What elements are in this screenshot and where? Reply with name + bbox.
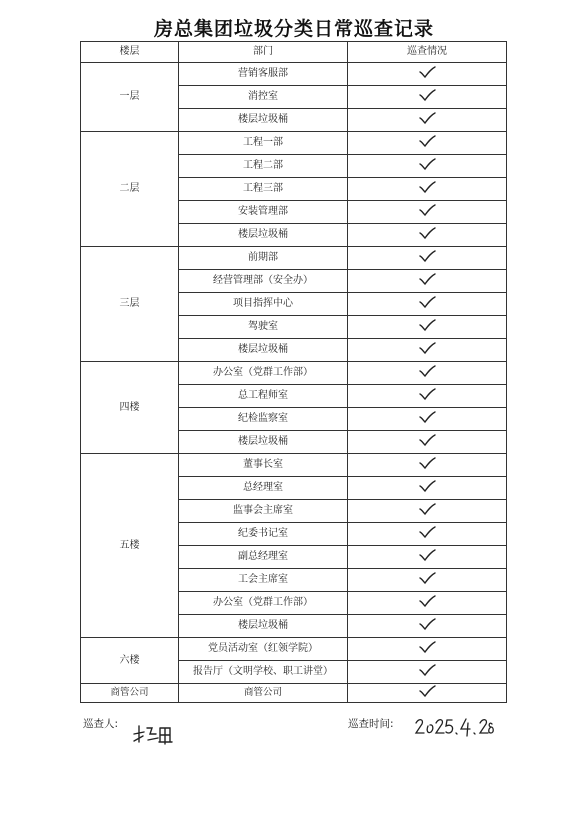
status-cell: [348, 86, 507, 109]
department-cell: 纪检监察室: [179, 408, 348, 431]
status-cell: [348, 155, 507, 178]
header-department: 部门: [179, 42, 348, 63]
department-cell: 楼层垃圾桶: [179, 615, 348, 638]
status-cell: [348, 684, 507, 703]
check-icon: [417, 387, 437, 401]
header-floor: 楼层: [81, 42, 179, 63]
document-title: 房总集团垃圾分类日常巡查记录: [153, 18, 434, 40]
status-cell: [348, 178, 507, 201]
floor-cell: 三层: [81, 247, 179, 362]
department-cell: 消控室: [179, 86, 348, 109]
status-cell: [348, 638, 507, 661]
department-cell: 报告厅（文明学校、职工讲堂）: [179, 661, 348, 684]
inspection-date-signature: [414, 715, 494, 743]
department-cell: 营销客服部: [179, 63, 348, 86]
status-cell: [348, 362, 507, 385]
department-cell: 副总经理室: [179, 546, 348, 569]
check-icon: [417, 295, 437, 309]
check-icon: [417, 433, 437, 447]
check-icon: [417, 684, 437, 698]
department-cell: 驾驶室: [179, 316, 348, 339]
floor-cell: 五楼: [81, 454, 179, 638]
department-cell: 办公室（党群工作部）: [179, 362, 348, 385]
status-cell: [348, 270, 507, 293]
check-icon: [417, 341, 437, 355]
floor-cell: 商管公司: [81, 684, 179, 703]
status-cell: [348, 523, 507, 546]
table-row: [81, 63, 507, 86]
check-icon: [417, 456, 437, 470]
check-icon: [417, 203, 437, 217]
department-cell: 楼层垃圾桶: [179, 339, 348, 362]
check-icon: [417, 364, 437, 378]
status-cell: [348, 500, 507, 523]
status-cell: [348, 546, 507, 569]
check-icon: [417, 663, 437, 677]
department-cell: 总工程师室: [179, 385, 348, 408]
department-cell: 监事会主席室: [179, 500, 348, 523]
floor-cell: 一层: [81, 63, 179, 132]
status-cell: [348, 661, 507, 684]
status-cell: [348, 592, 507, 615]
check-icon: [417, 617, 437, 631]
status-cell: [348, 431, 507, 454]
check-icon: [417, 249, 437, 263]
check-icon: [417, 272, 437, 286]
check-icon: [417, 594, 437, 608]
department-cell: 楼层垃圾桶: [179, 109, 348, 132]
check-icon: [417, 65, 437, 79]
department-cell: 安装管理部: [179, 201, 348, 224]
floor-cell: 二层: [81, 132, 179, 247]
department-cell: 总经理室: [179, 477, 348, 500]
status-cell: [348, 293, 507, 316]
department-cell: 纪委书记室: [179, 523, 348, 546]
status-cell: [348, 339, 507, 362]
status-cell: [348, 385, 507, 408]
department-cell: 董事长室: [179, 454, 348, 477]
department-cell: 办公室（党群工作部）: [179, 592, 348, 615]
status-cell: [348, 454, 507, 477]
table-row: [81, 638, 507, 661]
table-row: [81, 362, 507, 385]
status-cell: [348, 408, 507, 431]
table-header-row: [81, 42, 507, 63]
inspection-time-label: 巡查时间:: [348, 718, 394, 730]
status-cell: [348, 477, 507, 500]
status-cell: [348, 615, 507, 638]
table-row: [81, 132, 507, 155]
check-icon: [417, 410, 437, 424]
inspector-label: 巡查人:: [83, 718, 119, 730]
department-cell: 党员活动室（红领学院）: [179, 638, 348, 661]
department-cell: 楼层垃圾桶: [179, 431, 348, 454]
inspection-table: [80, 41, 507, 703]
status-cell: [348, 247, 507, 270]
floor-cell: 六楼: [81, 638, 179, 684]
check-icon: [417, 157, 437, 171]
department-cell: 工程一部: [179, 132, 348, 155]
department-cell: 商管公司: [179, 684, 348, 703]
status-cell: [348, 569, 507, 592]
status-cell: [348, 132, 507, 155]
department-cell: 项目指挥中心: [179, 293, 348, 316]
table-row: [81, 454, 507, 477]
floor-cell: 四楼: [81, 362, 179, 454]
status-cell: [348, 63, 507, 86]
check-icon: [417, 226, 437, 240]
department-cell: 经营管理部（安全办）: [179, 270, 348, 293]
check-icon: [417, 571, 437, 585]
check-icon: [417, 180, 437, 194]
status-cell: [348, 201, 507, 224]
check-icon: [417, 134, 437, 148]
inspector-signature: [130, 722, 175, 750]
header-status: 巡查情况: [348, 42, 507, 63]
check-icon: [417, 548, 437, 562]
check-icon: [417, 525, 437, 539]
department-cell: 工会主席室: [179, 569, 348, 592]
table-row: [81, 247, 507, 270]
check-icon: [417, 111, 437, 125]
check-icon: [417, 640, 437, 654]
check-icon: [417, 502, 437, 516]
department-cell: 前期部: [179, 247, 348, 270]
status-cell: [348, 224, 507, 247]
status-cell: [348, 316, 507, 339]
check-icon: [417, 88, 437, 102]
department-cell: 工程二部: [179, 155, 348, 178]
table-row: [81, 684, 507, 703]
status-cell: [348, 109, 507, 132]
check-icon: [417, 479, 437, 493]
check-icon: [417, 318, 437, 332]
department-cell: 工程三部: [179, 178, 348, 201]
department-cell: 楼层垃圾桶: [179, 224, 348, 247]
